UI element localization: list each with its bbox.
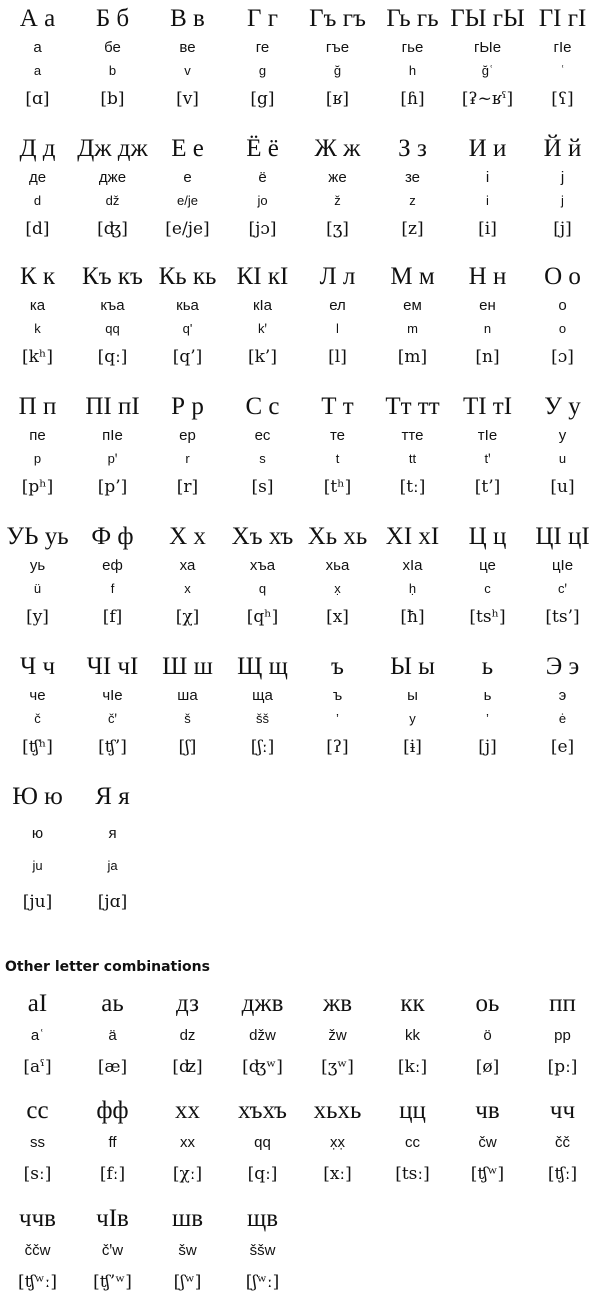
ipa-transcription: [ʒʷ] <box>321 1057 354 1077</box>
transliteration: ė <box>558 711 567 726</box>
transliteration: b <box>108 63 117 78</box>
transliteration: ššw <box>249 1242 276 1259</box>
ipa-transcription: [ʃ] <box>178 737 197 757</box>
letter-glyph: Дж дж <box>77 135 148 162</box>
letter-name: i <box>485 169 490 186</box>
transliteration: čꞌw <box>101 1242 124 1259</box>
letter-name: хІа <box>402 557 423 574</box>
letter-name: хъа <box>249 557 276 574</box>
ipa-transcription: [kʰ] <box>22 347 53 367</box>
ipa-transcription: [ts’] <box>545 607 580 627</box>
letter-glyph: ъ <box>331 653 344 680</box>
transliteration: ğʿ <box>481 63 494 78</box>
letter-glyph: Я я <box>95 783 130 810</box>
letter-glyph: Хъ хъ <box>231 523 294 550</box>
letter-glyph: Гъ гъ <box>309 5 366 32</box>
transliteration: čꞌ <box>108 711 117 726</box>
combination-glyph: жв <box>322 990 353 1017</box>
combination-glyph: щв <box>246 1205 279 1232</box>
letter-glyph: У у <box>544 393 581 420</box>
ipa-transcription: [qː] <box>247 1164 278 1184</box>
ipa-transcription: [ʧʷː] <box>17 1272 58 1292</box>
combination-glyph: хьхь <box>313 1097 362 1124</box>
transliteration: čw <box>478 1134 497 1151</box>
combination-glyph: оь <box>475 990 500 1017</box>
letter-glyph: Щ щ <box>237 653 288 680</box>
transliteration: čč <box>555 1134 570 1151</box>
letter-name: дже <box>98 169 127 186</box>
transliteration: x <box>184 581 191 596</box>
ipa-transcription: [ʧ’] <box>98 737 127 757</box>
ipa-transcription: [qʰ] <box>246 607 279 627</box>
transliteration: ḥ <box>408 581 417 596</box>
combination-glyph: чч <box>549 1097 576 1124</box>
letter-glyph: Ф ф <box>91 523 134 550</box>
letter-name: це <box>479 557 496 574</box>
combination-glyph: хх <box>175 1097 200 1124</box>
ipa-transcription: [ʣ] <box>172 1057 203 1077</box>
ipa-transcription: [ɔ] <box>551 347 574 367</box>
letter-name: э <box>558 687 567 704</box>
transliteration: tꞌ <box>484 451 491 466</box>
combination-glyph: аь <box>101 990 124 1017</box>
letter-name: тте <box>401 427 424 444</box>
letter-name: ща <box>252 687 273 704</box>
transliteration: xx <box>180 1134 195 1151</box>
ipa-transcription: [æ] <box>97 1057 128 1077</box>
transliteration: šw <box>178 1242 197 1259</box>
ipa-transcription: [e] <box>550 737 575 757</box>
ipa-transcription: [ʤ] <box>97 219 128 239</box>
transliteration: g <box>258 63 267 78</box>
ipa-transcription: [tː] <box>399 477 426 497</box>
letter-glyph: Къ къ <box>82 263 143 290</box>
transliteration: cꞌ <box>558 581 567 596</box>
letter-name: че <box>29 687 46 704</box>
ipa-transcription: [jɔ] <box>248 219 277 239</box>
ipa-transcription: [ɨ] <box>403 737 422 757</box>
transliteration: žw <box>328 1027 347 1044</box>
ipa-transcription: [ʒ] <box>326 219 349 239</box>
letter-glyph: Ш ш <box>162 653 213 680</box>
transliteration: cc <box>405 1134 420 1151</box>
transliteration: kꞌ <box>258 321 267 336</box>
ipa-transcription: [v] <box>176 89 199 109</box>
letter-name: пІе <box>102 427 123 444</box>
combination-glyph: цц <box>399 1097 426 1124</box>
letter-name: у <box>558 427 567 444</box>
letter-name: кьа <box>176 297 199 314</box>
ipa-transcription: [ø] <box>475 1057 500 1077</box>
ipa-transcription: [tsʰ] <box>469 607 506 627</box>
letter-name: пе <box>29 427 46 444</box>
transliteration: dž <box>105 193 120 208</box>
transliteration: d <box>33 193 42 208</box>
letter-name: уь <box>29 557 46 574</box>
letter-glyph: Ы ы <box>390 653 435 680</box>
transliteration: pp <box>554 1027 571 1044</box>
transliteration: ğ <box>333 63 342 78</box>
transliteration: j <box>561 193 564 208</box>
ipa-transcription: [q’] <box>172 347 203 367</box>
letter-name: де <box>28 169 47 186</box>
letter-glyph: Г г <box>247 5 278 32</box>
transliteration: x̣x̣ <box>330 1134 345 1151</box>
letter-glyph: Хь хь <box>307 523 368 550</box>
ipa-transcription: [ʃʷ] <box>173 1272 202 1292</box>
letter-glyph: З з <box>398 135 427 162</box>
transliteration: s <box>259 451 266 466</box>
transliteration: džw <box>249 1027 276 1044</box>
transliteration: qq <box>254 1134 271 1151</box>
transliteration: tt <box>408 451 417 466</box>
ipa-transcription: [ʕ] <box>551 89 574 109</box>
letter-name: зе <box>404 169 421 186</box>
letter-glyph: ГЫ гЫ <box>450 5 525 32</box>
transliteration: q' <box>182 321 193 336</box>
combination-glyph: чв <box>475 1097 500 1124</box>
ipa-transcription: [jɑ] <box>97 892 128 912</box>
letter-glyph: Е е <box>171 135 204 162</box>
transliteration: y <box>409 711 416 726</box>
ipa-transcription: [s] <box>251 477 274 497</box>
letter-glyph: Б б <box>95 5 130 32</box>
transliteration: ’ <box>486 711 489 726</box>
ipa-transcription: [ʧː] <box>547 1164 578 1184</box>
ipa-transcription: [ɑ] <box>25 89 50 109</box>
letter-name: хьа <box>325 557 350 574</box>
transliteration: pꞌ <box>107 451 118 466</box>
transliteration: v <box>184 63 191 78</box>
transliteration: e/je <box>177 193 198 208</box>
ipa-transcription: [n] <box>475 347 500 367</box>
transliteration: kk <box>405 1027 420 1044</box>
transliteration: i <box>486 193 489 208</box>
ipa-transcription: [ʡ~ʁˤ] <box>461 89 514 109</box>
combination-glyph: фф <box>96 1097 129 1124</box>
letter-glyph: Л л <box>319 263 356 290</box>
letter-name: гІе <box>553 39 572 56</box>
ipa-transcription: [x] <box>326 607 349 627</box>
ipa-transcription: [ɦ] <box>400 89 425 109</box>
transliteration: r <box>185 451 190 466</box>
letter-name: къа <box>100 297 125 314</box>
ipa-transcription: [m] <box>397 347 428 367</box>
ipa-transcription: [f] <box>102 607 123 627</box>
letter-glyph: А а <box>19 5 56 32</box>
ipa-transcription: [ħ] <box>400 607 425 627</box>
letter-glyph: ГІ гІ <box>538 5 587 32</box>
transliteration: q <box>258 581 267 596</box>
combination-glyph: сс <box>26 1097 49 1124</box>
letter-name: а <box>33 39 42 56</box>
section-heading-other-combinations: Other letter combinations <box>5 959 210 975</box>
letter-name: ел <box>329 297 346 314</box>
ipa-transcription: [k’] <box>248 347 277 367</box>
letter-name: же <box>328 169 347 186</box>
ipa-transcription: [u] <box>550 477 575 497</box>
ipa-transcription: [fː] <box>99 1164 126 1184</box>
letter-glyph: С с <box>245 393 280 420</box>
ipa-transcription: [tsː] <box>395 1164 430 1184</box>
ipa-transcription: [ʧʷ] <box>470 1164 505 1184</box>
letter-name: цІе <box>551 557 574 574</box>
ipa-transcription: [p’] <box>97 477 128 497</box>
transliteration: c <box>484 581 491 596</box>
letter-glyph: Гь гь <box>386 5 439 32</box>
transliteration: h <box>408 63 417 78</box>
letter-name: гъе <box>325 39 350 56</box>
ipa-transcription: [r] <box>176 477 199 497</box>
letter-name: гье <box>401 39 424 56</box>
letter-glyph: Ю ю <box>12 783 63 810</box>
letter-glyph: Р р <box>171 393 204 420</box>
transliteration: u <box>558 451 567 466</box>
transliteration: a <box>33 63 42 78</box>
letter-name: ъ <box>332 687 343 704</box>
transliteration: jo <box>257 193 268 208</box>
transliteration: ččw <box>24 1242 51 1259</box>
combination-glyph: кк <box>400 990 425 1017</box>
letter-glyph: Ц ц <box>468 523 507 550</box>
combination-glyph: пп <box>549 990 576 1017</box>
letter-glyph: Кь кь <box>158 263 217 290</box>
ipa-transcription: [pː] <box>547 1057 578 1077</box>
ipa-transcription: [qː] <box>97 347 128 367</box>
letter-name: ес <box>254 427 271 444</box>
transliteration: qq <box>105 321 120 336</box>
transliteration: p <box>33 451 42 466</box>
letter-name: тІе <box>477 427 498 444</box>
letter-glyph: Ё ё <box>246 135 279 162</box>
combination-glyph: хъхъ <box>238 1097 287 1124</box>
letter-glyph: О о <box>544 263 581 290</box>
letter-glyph: М м <box>390 263 435 290</box>
transliteration: ü <box>33 581 42 596</box>
transliteration: ʿ <box>560 63 565 78</box>
letter-glyph: Ж ж <box>314 135 361 162</box>
letter-name: j <box>560 169 565 186</box>
ipa-transcription: [xː] <box>323 1164 352 1184</box>
ipa-transcription: [j] <box>553 219 572 239</box>
letter-name: ер <box>179 427 196 444</box>
transliteration: č <box>34 711 41 726</box>
combination-glyph: шв <box>171 1205 204 1232</box>
letter-name: ем <box>403 297 422 314</box>
transliteration: š <box>184 711 191 726</box>
ipa-transcription: [y] <box>26 607 49 627</box>
letter-glyph: П п <box>18 393 57 420</box>
ipa-transcription: [aˤ] <box>23 1057 52 1077</box>
letter-glyph: ЧІ чІ <box>86 653 139 680</box>
ipa-transcription: [z] <box>401 219 424 239</box>
ipa-transcription: [l] <box>328 347 347 367</box>
transliteration: x̣ <box>334 581 341 596</box>
combination-glyph: ччв <box>19 1205 56 1232</box>
letter-name: чІе <box>102 687 123 704</box>
ipa-transcription: [ʃː] <box>250 737 275 757</box>
combination-glyph: чІв <box>96 1205 129 1232</box>
ipa-transcription: [j] <box>478 737 497 757</box>
transliteration: ž <box>334 193 341 208</box>
letter-glyph: В в <box>170 5 205 32</box>
ipa-transcription: [d] <box>25 219 50 239</box>
letter-glyph: К к <box>19 263 56 290</box>
ipa-transcription: [pʰ] <box>21 477 54 497</box>
combination-glyph: дз <box>176 990 199 1017</box>
transliteration: ä <box>108 1027 117 1044</box>
ipa-transcription: [ʧ’ʷ] <box>93 1272 132 1292</box>
transliteration: ’ <box>336 711 339 726</box>
transliteration: k <box>34 321 41 336</box>
ipa-transcription: [kː] <box>397 1057 428 1077</box>
letter-glyph: Д д <box>19 135 56 162</box>
letter-glyph: Ч ч <box>19 653 56 680</box>
transliteration: ö <box>483 1027 492 1044</box>
ipa-transcription: [ʧʰ] <box>22 737 53 757</box>
letter-name: я <box>108 825 117 842</box>
letter-glyph: И и <box>468 135 507 162</box>
letter-name: ь <box>483 687 492 704</box>
letter-name: гЫе <box>473 39 502 56</box>
ipa-transcription: [sː] <box>23 1164 52 1184</box>
letter-name: ха <box>179 557 196 574</box>
ipa-transcription: [χː] <box>172 1164 203 1184</box>
ipa-transcription: [ʤʷ] <box>242 1057 283 1077</box>
letter-glyph: ХІ хІ <box>385 523 440 550</box>
transliteration: z <box>409 193 416 208</box>
transliteration: ja <box>107 858 118 873</box>
transliteration: f <box>110 581 115 596</box>
letter-glyph: Й й <box>543 135 582 162</box>
letter-name: ге <box>255 39 270 56</box>
letter-name: те <box>329 427 346 444</box>
letter-name: ю <box>31 825 44 842</box>
transliteration: šš <box>256 711 269 726</box>
letter-name: ве <box>179 39 196 56</box>
combination-glyph: аІ <box>27 990 48 1017</box>
letter-glyph: Э э <box>545 653 580 680</box>
transliteration: o <box>558 321 567 336</box>
ipa-transcription: [ʔ] <box>326 737 349 757</box>
transliteration: n <box>483 321 492 336</box>
transliteration: t <box>335 451 340 466</box>
transliteration: dz <box>179 1027 196 1044</box>
letter-glyph: Х х <box>169 523 206 550</box>
letter-name: ша <box>177 687 198 704</box>
letter-name: кІа <box>252 297 273 314</box>
letter-name: ен <box>479 297 496 314</box>
letter-name: е <box>183 169 192 186</box>
ipa-transcription: [i] <box>478 219 497 239</box>
transliteration: aʿ <box>30 1027 45 1044</box>
ipa-transcription: [b] <box>100 89 125 109</box>
letter-name: ка <box>29 297 46 314</box>
letter-glyph: ь <box>481 653 494 680</box>
ipa-transcription: [g] <box>250 89 275 109</box>
ipa-transcription: [ju] <box>22 892 53 912</box>
ipa-transcription: [t’] <box>474 477 501 497</box>
letter-glyph: ПІ пІ <box>85 393 140 420</box>
combination-glyph: джв <box>241 990 284 1017</box>
transliteration: m <box>407 321 418 336</box>
transliteration: l <box>336 321 339 336</box>
letter-glyph: КІ кІ <box>236 263 289 290</box>
letter-name: ы <box>407 687 418 704</box>
letter-glyph: Тт тт <box>385 393 440 420</box>
ipa-transcription: [ʁ] <box>325 89 350 109</box>
letter-glyph: ТІ тІ <box>462 393 513 420</box>
ipa-transcription: [tʰ] <box>323 477 352 497</box>
letter-name: ё <box>258 169 267 186</box>
ipa-transcription: [e/je] <box>165 219 210 239</box>
letter-glyph: Т т <box>321 393 354 420</box>
letter-glyph: Н н <box>468 263 507 290</box>
transliteration: ff <box>108 1134 117 1151</box>
ipa-transcription: [ʃʷː] <box>245 1272 280 1292</box>
letter-glyph: УЬ уь <box>6 523 69 550</box>
letter-glyph: ЦІ цІ <box>535 523 590 550</box>
transliteration: ss <box>30 1134 45 1151</box>
transliteration: ju <box>32 858 43 873</box>
letter-name: еф <box>102 557 123 574</box>
letter-name: о <box>558 297 567 314</box>
letter-name: бе <box>104 39 121 56</box>
ipa-transcription: [χ] <box>175 607 200 627</box>
